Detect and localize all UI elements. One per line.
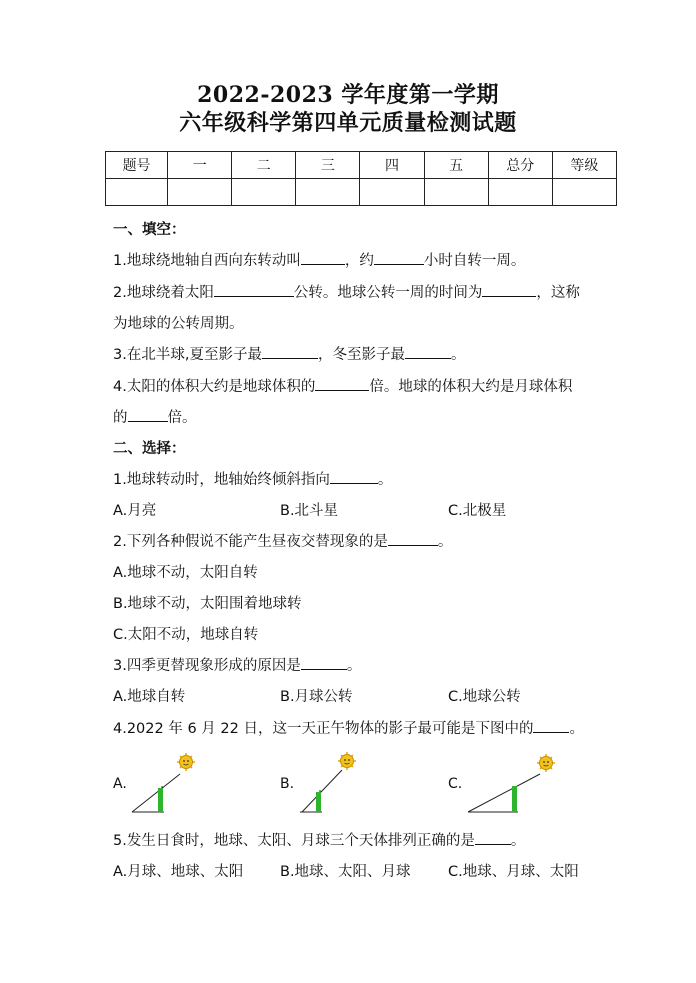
section2-heading: 二、选择： xyxy=(113,441,186,457)
shadow-figure-a[interactable] xyxy=(128,748,218,820)
sun-ray-line xyxy=(468,774,540,812)
answer-blank[interactable] xyxy=(214,282,294,297)
exam-title-line2: 六年级科学第四单元质量检测试题 xyxy=(179,110,517,136)
answer-blank[interactable] xyxy=(482,282,536,297)
s2q1-option-c[interactable]: C.北极星 xyxy=(448,503,507,519)
s1q3-text-b: ，冬至影子最 xyxy=(317,347,405,363)
score-cell[interactable] xyxy=(360,179,424,206)
s2q5-end: 。 xyxy=(510,833,526,849)
answer-blank[interactable] xyxy=(388,531,438,546)
s1q4-text-b: 倍。地球的体积大约是月球体积 xyxy=(369,379,573,395)
answer-blank[interactable] xyxy=(374,250,424,265)
score-header-cell: 总分 xyxy=(488,152,552,179)
s2q1-stem: 1.地球转动时，地轴始终倾斜指向 xyxy=(113,472,330,488)
sun-icon xyxy=(338,752,356,770)
score-cell[interactable] xyxy=(488,179,552,206)
s2q2-end: 。 xyxy=(437,534,453,550)
score-cell[interactable] xyxy=(552,179,616,206)
answer-blank[interactable] xyxy=(533,718,569,733)
s1-question-4-cont xyxy=(113,406,197,427)
s1q4-text-d: 倍。 xyxy=(167,410,197,426)
answer-blank[interactable] xyxy=(330,469,378,484)
answer-blank[interactable] xyxy=(405,344,451,359)
answer-blank[interactable] xyxy=(315,376,369,391)
s2q4-end: 。 xyxy=(569,721,584,737)
score-table xyxy=(105,151,617,206)
score-cell[interactable] xyxy=(296,179,360,206)
section1-heading: 一、填空： xyxy=(113,222,186,238)
sun-icon xyxy=(177,753,195,771)
answer-blank[interactable] xyxy=(301,250,345,265)
s2q1-option-b[interactable]: B.北斗星 xyxy=(280,503,339,519)
s1q1-text-c: 小时自转一周。 xyxy=(423,253,526,269)
score-header-cell: 题号 xyxy=(106,152,168,179)
s2-question-3 xyxy=(113,654,361,675)
s2-question-5 xyxy=(113,829,525,850)
score-table-entry-row xyxy=(106,179,617,206)
answer-blank[interactable] xyxy=(262,344,318,359)
s1-question-1 xyxy=(113,249,525,270)
score-table-header-row xyxy=(106,152,617,179)
pole-object xyxy=(316,792,321,812)
figure-label-a[interactable]: A. xyxy=(113,776,127,792)
s1q2-text-d: 为地球的公转周期。 xyxy=(113,316,244,332)
s2q1-option-a[interactable]: A.月亮 xyxy=(113,503,157,519)
shadow-figure-c[interactable] xyxy=(464,748,564,820)
pole-object xyxy=(512,786,517,812)
s2q2-option-b[interactable]: B.地球不动，太阳围着地球转 xyxy=(113,596,302,612)
s1q4-text-c: 的 xyxy=(113,410,128,426)
s1q3-text-a: 3.在北半球,夏至影子最 xyxy=(113,347,262,363)
pole-object xyxy=(158,788,163,812)
s2q5-stem: 5.发生日食时，地球、太阳、月球三个天体排列正确的是 xyxy=(113,833,475,849)
s2q3-option-c[interactable]: C.地球公转 xyxy=(448,689,521,705)
answer-blank[interactable] xyxy=(475,830,511,845)
s1q2-text-c: ，这称 xyxy=(536,285,580,301)
score-header-cell: 三 xyxy=(296,152,360,179)
sun-ray-line xyxy=(302,770,342,812)
s2q2-option-a[interactable]: A.地球不动，太阳自转 xyxy=(113,565,258,581)
shadow-figure-b[interactable] xyxy=(296,748,376,820)
s2q4-stem: 4.2022 年 6 月 22 日，这一天正午物体的影子最可能是下图中的 xyxy=(113,721,534,737)
s2-question-1 xyxy=(113,468,392,489)
s2q2-option-c[interactable]: C.太阳不动，地球自转 xyxy=(113,627,259,643)
s2q3-end: 。 xyxy=(346,658,362,674)
sun-icon xyxy=(537,754,555,772)
s1q1-text-a: 1.地球绕地轴自西向东转动叫 xyxy=(113,253,301,269)
s1q3-text-c: 。 xyxy=(450,347,466,363)
s1-question-4 xyxy=(113,375,572,396)
s2q3-stem: 3.四季更替现象形成的原因是 xyxy=(113,658,301,674)
score-cell[interactable] xyxy=(168,179,232,206)
s1q1-text-b: ，约 xyxy=(344,253,374,269)
s1q2-text-a: 2.地球绕着太阳 xyxy=(113,285,214,301)
figure-label-c[interactable]: C. xyxy=(448,776,463,792)
s1-question-3 xyxy=(113,343,465,364)
score-cell[interactable] xyxy=(106,179,168,206)
answer-blank[interactable] xyxy=(128,407,168,422)
s1-question-2 xyxy=(113,281,580,302)
score-header-cell: 等级 xyxy=(552,152,616,179)
figure-label-b[interactable]: B. xyxy=(280,776,295,792)
answer-blank[interactable] xyxy=(301,655,347,670)
exam-title-line1: 2022-2023 学年度第一学期 xyxy=(197,82,499,108)
score-cell[interactable] xyxy=(424,179,488,206)
score-header-cell: 一 xyxy=(168,152,232,179)
s2-question-4 xyxy=(113,717,584,738)
s2q3-option-a[interactable]: A.地球自转 xyxy=(113,689,186,705)
s2q1-end: 。 xyxy=(377,472,393,488)
score-header-cell: 二 xyxy=(232,152,296,179)
s2q5-option-b[interactable]: B.地球、太阳、月球 xyxy=(280,864,411,880)
sun-ray-line xyxy=(132,774,180,812)
score-cell[interactable] xyxy=(232,179,296,206)
score-header-cell: 五 xyxy=(424,152,488,179)
s1q2-text-b: 公转。地球公转一周的时间为 xyxy=(293,285,483,301)
s2-question-2 xyxy=(113,530,452,551)
s2q3-option-b[interactable]: B.月球公转 xyxy=(280,689,353,705)
s2q2-stem: 2.下列各种假说不能产生昼夜交替现象的是 xyxy=(113,534,388,550)
s2q5-option-c[interactable]: C.地球、月球、太阳 xyxy=(448,864,579,880)
s2q5-option-a[interactable]: A.月球、地球、太阳 xyxy=(113,864,244,880)
score-header-cell: 四 xyxy=(360,152,424,179)
s1q4-text-a: 4.太阳的体积大约是地球体积的 xyxy=(113,379,316,395)
